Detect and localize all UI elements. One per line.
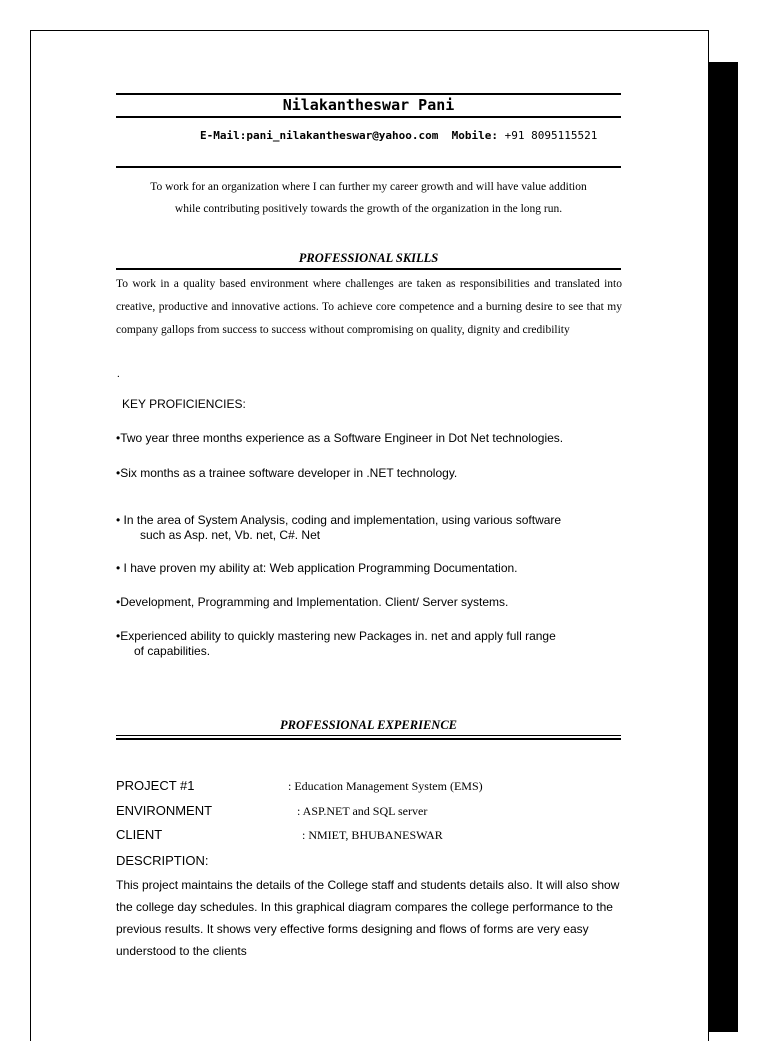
description-label: DESCRIPTION: [116, 853, 209, 868]
proficiency-text: •Two year three months experience as a Software Engineer in Dot Net technologies. [116, 431, 564, 445]
key-proficiencies-heading: KEY PROFICIENCIES: [122, 397, 246, 411]
objective [116, 176, 621, 220]
proficiency-text: • I have proven my ability at: Web application Programming Documentation. [116, 561, 518, 575]
skills-paragraph: To work in a quality based environment where challenges are taken as responsibilities and translated into creative, productive and innovative actions. To achieve core competence and a burning desire to see that my company gallops from success to success without compromising on quality, dignity and credibility [116, 278, 622, 336]
proficiency-text-continued: of capabilities. [134, 644, 211, 658]
proficiency-item [116, 513, 621, 543]
objective-top-rule [116, 166, 621, 168]
proficiency-text: •Development, Programming and Implementation. Client/ Server systems. [116, 595, 509, 609]
email-label: E-Mail: [200, 129, 247, 142]
contact-line [200, 129, 597, 142]
environment-label: ENVIRONMENT [116, 803, 213, 818]
email-address[interactable]: pani_nilakantheswar@yahoo.com [246, 129, 439, 142]
skills-rule [116, 268, 621, 270]
proficiency-item [116, 629, 621, 659]
environment-value: : ASP.NET and SQL server [297, 804, 428, 818]
skills-title: PROFESSIONAL SKILLS [298, 251, 439, 265]
objective-line-2: while contributing positively towards the growth of the organization in the long run. [174, 203, 563, 215]
proficiency-text: •Six months as a trainee software developer in .NET technology. [116, 466, 458, 480]
mobile-number: +91 8095115521 [504, 129, 598, 142]
experience-rule-1 [116, 735, 621, 736]
proficiency-item [116, 431, 621, 446]
project-description: This project maintains the details of the College staff and students details also. It will also show the college day schedules. In this graphical diagram compares the college performance to the previous results. It shows very effective forms designing and flows of forms are very easy understood to the clients [116, 878, 620, 958]
project-value: : Education Management System (EMS) [288, 779, 483, 793]
proficiency-text: • In the area of System Analysis, coding and implementation, using various software [116, 513, 562, 527]
proficiency-item [116, 561, 621, 576]
project-label: PROJECT #1 [116, 778, 195, 793]
stray-dot: . [117, 368, 120, 380]
client-value: : NMIET, BHUBANESWAR [302, 828, 443, 842]
header-bottom-rule [116, 116, 621, 118]
candidate-name: Nilakantheswar Pani [282, 96, 455, 114]
mobile-label: Mobile: [451, 129, 499, 142]
objective-line-1: To work for an organization where I can further my career growth and will have value addition [150, 181, 587, 193]
page-shadow [708, 62, 738, 1032]
experience-title: PROFESSIONAL EXPERIENCE [279, 718, 458, 732]
client-label: CLIENT [116, 827, 163, 842]
proficiency-item [116, 595, 621, 610]
header-top-rule [116, 93, 621, 95]
proficiency-text: •Experienced ability to quickly mastering new Packages in. net and apply full range [116, 629, 556, 643]
experience-rule-2 [116, 738, 621, 740]
proficiency-item [116, 466, 621, 481]
proficiency-text-continued: such as Asp. net, Vb. net, C#. Net [140, 528, 321, 542]
